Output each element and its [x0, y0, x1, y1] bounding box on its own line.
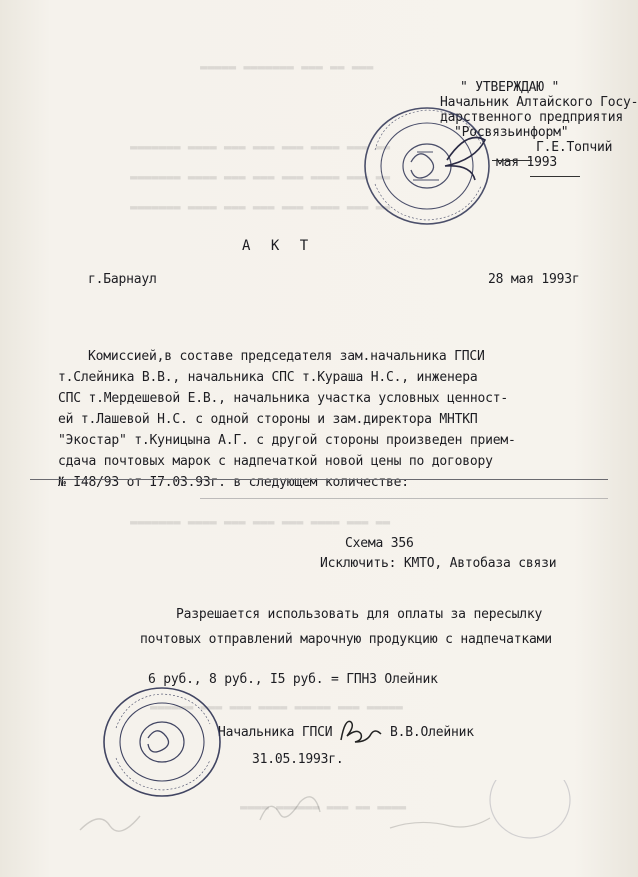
document-heading: А К Т [242, 238, 315, 254]
approval-signer: Г.Е.Топчий [536, 140, 613, 155]
approval-date: мая 1993 [496, 155, 558, 170]
approval-line-2: дарственного предприятия [440, 110, 624, 125]
permit-line-3: 6 руб., 8 руб., I5 руб. = ГПНЗ Олейник [148, 672, 438, 687]
horizontal-rule [200, 498, 608, 499]
chief-handwritten-signature [335, 712, 385, 748]
body-line: ей т.Лашевой Н.С. с одной стороны и зам.директора МНТКП [58, 412, 478, 427]
chief-title: Начальника ГПСИ [218, 725, 333, 740]
body-line: Комиссией,в составе председателя зам.начальника ГПСИ [88, 349, 485, 364]
chief-name: В.В.Олейник [390, 725, 474, 740]
bleed-through-signatures [60, 780, 580, 850]
permit-line-2: почтовых отправлений марочную продукцию с надпечатками [140, 632, 552, 647]
document-city: г.Барнаул [88, 272, 157, 287]
permit-line-1: Разрешается использовать для оплаты за пересылку [176, 607, 543, 622]
approval-line-3: "Росвязьинформ" [454, 125, 569, 140]
scheme-label: Схема 356 [345, 536, 414, 551]
bleed-through-text: ▬▬ ▬▬▬ ▬▬▬▬ ▬▬▬ ▬▬▬ ▬▬▬ ▬▬▬▬ ▬▬▬▬▬▬▬ [130, 140, 391, 154]
body-line: т.Слейника В.В., начальника СПС т.Кураша Н.С., инженера [58, 370, 478, 385]
bleed-through-text: ▬▬ ▬▬▬ ▬▬▬▬ ▬▬▬ ▬▬▬ ▬▬▬ ▬▬▬▬ ▬▬▬▬▬▬▬ [130, 200, 391, 214]
signature-date: 31.05.1993г. [252, 752, 344, 767]
body-line: сдача почтовых марок с надпечаткой новой цены по договору [58, 454, 493, 469]
body-line: № I48/93 от I7.03.93г. в следующем количестве: [58, 475, 409, 490]
body-line: "Экостар" т.Куницына А.Г. с другой стороны произведен прием- [58, 433, 516, 448]
approval-line-1: Начальник Алтайского Госу- [440, 95, 638, 110]
document-body [58, 346, 516, 493]
document-date: 28 мая 1993г [488, 272, 580, 287]
bleed-through-text: ▬▬▬▬ ▬▬ ▬▬▬ ▬▬▬▬▬▬ ▬▬▬▬ [240, 800, 407, 814]
approval-date-line [530, 176, 580, 177]
approval-signer-line [492, 160, 532, 161]
bleed-through-text: ▬▬ ▬▬▬ ▬▬▬▬ ▬▬▬ ▬▬▬ ▬▬▬ ▬▬▬▬ ▬▬▬▬▬▬▬ [130, 170, 391, 184]
bleed-through-text: ▬▬ ▬▬▬ ▬▬▬▬ ▬▬▬ ▬▬▬ ▬▬▬ ▬▬▬▬ ▬▬▬▬▬▬▬ [130, 515, 391, 529]
bleed-through-text: ▬▬▬▬▬ ▬▬▬ ▬▬▬▬▬ ▬▬▬▬ ▬▬▬ ▬▬▬ ▬▬▬▬▬▬ [150, 700, 403, 714]
horizontal-rule [30, 479, 608, 480]
body-line: СПС т.Мердешевой Е.В., начальника участка условных ценност- [58, 391, 508, 406]
exclude-note: Исключить: КМТО, Автобаза связи [320, 556, 557, 571]
approval-seal-stamp [355, 100, 495, 230]
approval-title: " УТВЕРЖДАЮ " [460, 80, 560, 95]
bleed-through-text: ▬▬▬ ▬▬ ▬▬▬ ▬▬▬▬▬▬▬ ▬▬▬▬▬ [200, 60, 374, 74]
